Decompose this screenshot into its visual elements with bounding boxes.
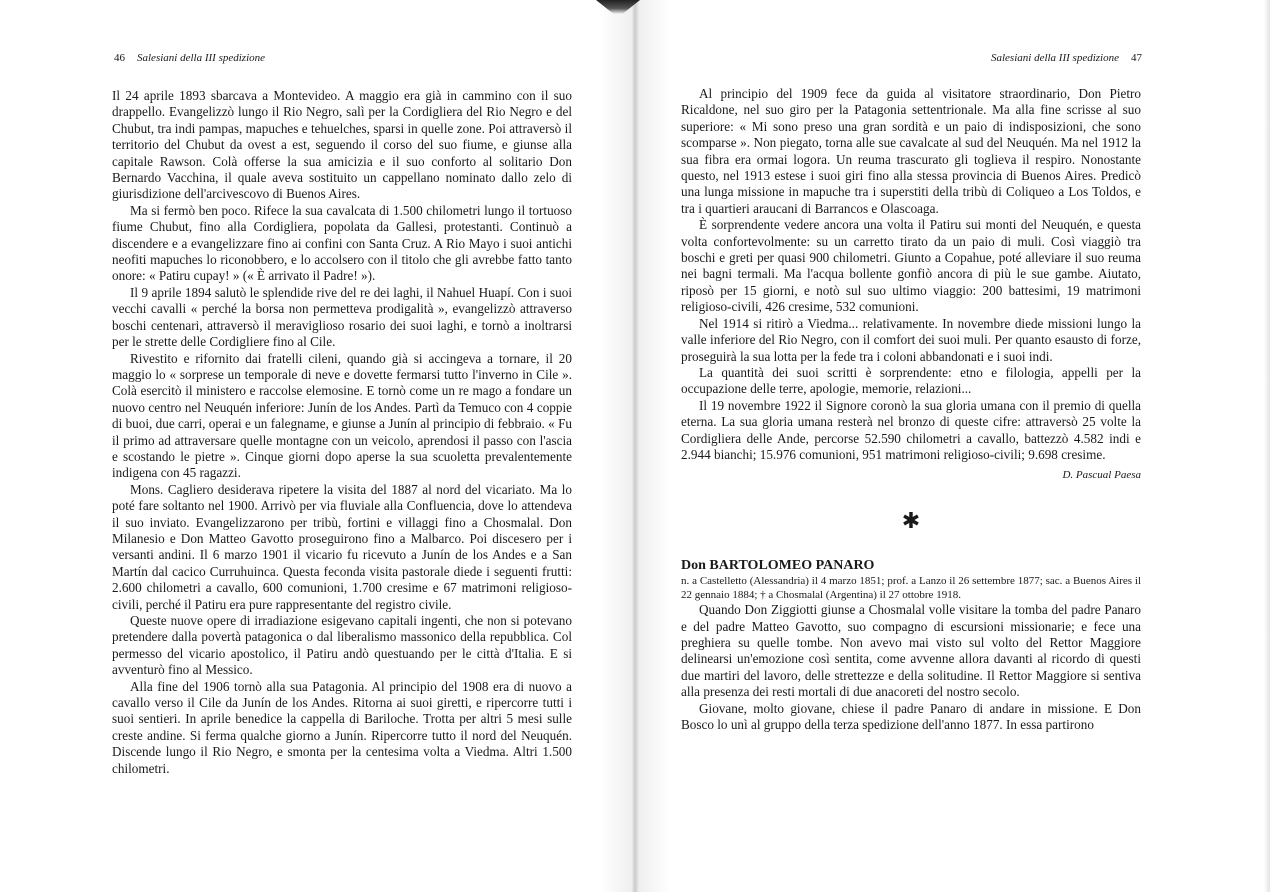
page-number-left: 46 [114, 52, 125, 64]
paragraph: La quantità dei suoi scritti è sorprendente: etno e filologia, appelli per la occupazione delle terre, apologie, memorie, relazioni... [681, 364, 1141, 397]
right-page [632, 0, 1270, 892]
paragraph: Nel 1914 si ritirò a Viedma... relativamente. In novembre diede missioni lungo la valle inferiore del Rio Negro, con il comfort dei suoi muli. Per quanto esausto di forze, proseguirà la sua lotta per la fede tra i coloni abbandonati e i suoi indi. [681, 315, 1141, 364]
biography-name: Don BARTOLOMEO PANARO [681, 557, 875, 573]
right-running-head [991, 52, 1142, 64]
paragraph: È sorprendente vedere ancora una volta il Patiru sui monti del Neuquén, e questa volta confortevolmente: su un carretto tirato da un paio di muli. Così viaggiò tra boschi e greti per quasi 900 chilometri. Giunto a Copahue, poté alleviare il suo reuma nei bagni termali. Ma l'acqua bollente gonfiò ancora di più le sue gambe. Aiutato, riposò per 15 giorni, e notò sul suo ultimo viaggio: 200 battesimi, 19 matrimoni religioso-civili, 426 cresime, 532 comunioni. [681, 217, 1141, 315]
page-number-right: 47 [1131, 52, 1142, 64]
running-title-right: Salesiani della III spedizione [990, 52, 1119, 64]
section-separator: ✱ [901, 507, 921, 533]
page-edge [1264, 0, 1270, 892]
paragraph: Il 19 novembre 1922 il Signore coronò la sua gloria umana con il premio di quella eterna. La sua gloria umana resterà nel bronzo di queste cifre: attraversò 25 volte la Cordigliera delle Ande, percorse 52.590 chilometri a cavallo, battezzò 4.582 indi e 2.944 bianchi; 15.976 comunioni, 951 matrimoni religioso-civili; 9.698 cresime. [681, 397, 1141, 462]
paragraph: Quando Don Ziggiotti giunse a Chosmalal volle visitare la tomba del padre Panaro e del padre Matteo Gavotto, suo compagno di escursioni missionarie; e fece una preghiera su quelle tombe. Non avevo mai visto sul volto del Rettor Maggiore delinearsi un'emozione così sentita, come avvenne allora davanti al ricordo di questi due martiri del lavoro, delle strettezze e della solitudine. Il Rettor Maggiore si sentiva alla presenza dei resti mortali di due anacoreti del nostro secolo. [681, 602, 1141, 700]
paragraph: Alla fine del 1906 tornò alla sua Patagonia. Al principio del 1908 era di nuovo a cavallo verso il Cile da Junín de los Andes. Ritorna ai suoi giretti, e ripercorre tutti i suoi sentieri. In aprile benedice la cappella di Bariloche. Trotta per altri 5 mesi sulle creste andine. Si ferma qualche giorno a Junín. Ripercorre tutto il nord del Neuquén. Discende lungo il Rio Negro, e smonta per la centesima volta a Viedma. Altri 1.500 chilometri. [112, 678, 572, 776]
paragraph: Il 9 aprile 1894 salutò le splendide rive del re dei laghi, il Nahuel Huapí. Con i suoi vecchi cavalli « perché la borsa non permetteva prodigalità », evangelizzò attraverso boschi centenari, attraversò il meraviglioso rosario dei suoi laghi, e tornò a inoltrarsi per le strette delle Cordigliere fino al Cile. [112, 284, 572, 350]
paragraph: Al principio del 1909 fece da guida al visitatore straordinario, Don Pietro Ricaldone, nel suo giro per la Patagonia settentrionale. Ma alla fine scrisse al suo superiore: « Mi sono preso una gran sordità e un paio di indisposizioni, che sono scomparse ». Non piegato, torna alle sue cavalcate al sud del Neuquén. Ma nel 1912 la sua fibra era ormai logora. Un reuma trascurato gli toglieva il respiro. Nonostante questo, nel 1913 estese i suoi giri fino alla stessa provincia di Buenos Aires. Predicò una lunga missione in mapuche tra i superstiti della tribù di Coliqueo a Los Toldos, e tra i quartieri araucani di Barrancos e Olascoaga. [681, 86, 1141, 216]
biography-data: n. a Castelletto (Alessandria) il 4 marzo 1851; prof. a Lanzo il 26 settembre 1877; sac. a Buenos Aires il 22 gennaio 1884; † a Chosmalal (Argentina) il 27 ottobre 1918. [681, 575, 1141, 602]
left-running-head [114, 52, 265, 64]
paragraph: Queste nuove opere di irradiazione esigevano capitali ingenti, che non si potevano pretendere dalla povertà patagonica o dal liberalismo massonico della repubblica. Col permesso del vicario apostolico, il Patiru andò questuando per le città d'Italia. E si avventurò fino al Messico. [112, 613, 572, 678]
paragraph: Il 24 aprile 1893 sbarcava a Montevideo. A maggio era già in cammino con il suo drappello. Evangelizzò lungo il Rio Negro, salì per la Cordigliera del Rio Negro e del Chubut, tra indi pampas, mapuches e tehuelches, sparsi in quelle zone. Poi attraversò il territorio del Chubut da ovest a est, seguendo il corso del suo fiume, e giunse alla capitale Rawson. Colà offerse la sua amicizia e il suo conforto al solitario Don Bernardo Vacchina, il quale aveva sostituito un cappellano nominato dallo zelo di giurisdizione dell'arcivescovo di Buenos Aires. [112, 88, 572, 202]
paragraph: Mons. Cagliero desiderava ripetere la visita del 1887 al nord del vicariato. Ma lo poté fare soltanto nel 1900. Arrivò per via fluviale alla Confluencia, dove lo attendeva il suo inviato. Evangelizzarono per tribù, fortini e villaggi fino a Chosmalal. Don Milanesio e Don Matteo Gavotto proseguirono fino a Malbarco. Poi discesero per i versanti andini. Il 6 marzo 1901 il vicario fu ricevuto a Junín de los Andes e a San Martín dal cacico Curruhuinca. Questa feconda visita pastorale diede i seguenti frutti: 2.600 chilometri a cavallo, 600 comunioni, 1.700 cresime e 67 matrimoni religioso-civili, perché il Patiru era pure rappresentante del registro civile. [112, 481, 572, 612]
running-title-left: Salesiani della III spedizione [137, 52, 266, 64]
paragraph: Giovane, molto giovane, chiese il padre Panaro di andare in missione. E Don Bosco lo unì al gruppo della terza spedizione dell'anno 1877. In essa partirono [681, 700, 1141, 732]
left-page [0, 0, 632, 892]
right-text-column [681, 86, 1141, 733]
paragraph: Rivestito e rifornito dai fratelli cileni, quando già si accingeva a tornare, il 20 maggio lo « sorprese un temporale di neve e dovette fermarsi tutto l'inverno in Cile ». Colà esercitò il ministero e raccolse elemosine. E tornò come un re mago a fondare un nuovo centro nel Neuquén inferiore: Junín de los Andes. Partì da Temuco con 4 coppie di buoi, due carri, operai e un falegname, e giunse a Junín al principio di febbraio. « Fu il primo ad attraversare quelle montagne con un veicolo, aprendosi il passo con l'ascia e scostando le pietre ». Cinque giorni dopo aperse la sua scuoletta prevalentemente indigena con 45 ragazzi. [112, 350, 572, 481]
left-text-column [112, 88, 572, 777]
author-signature: D. Pascual Paesa [1062, 469, 1141, 482]
paragraph: Ma si fermò ben poco. Rifece la sua cavalcata di 1.500 chilometri lungo il tortuoso fiume Chubut, fino alla Cordigliera, popolata da Gallesi, protestanti. Continuò a discendere e a evangelizzare fino ai confini con Santa Cruz. A Rio Mayo i suoi antichi neofiti mapuches lo riconobbero, e lo accolsero con il titolo che gli avrebbe fatto tanto onore: « Patiru cupay! » (« È arrivato il Padre! »). [112, 202, 572, 284]
book-gutter [600, 0, 670, 892]
